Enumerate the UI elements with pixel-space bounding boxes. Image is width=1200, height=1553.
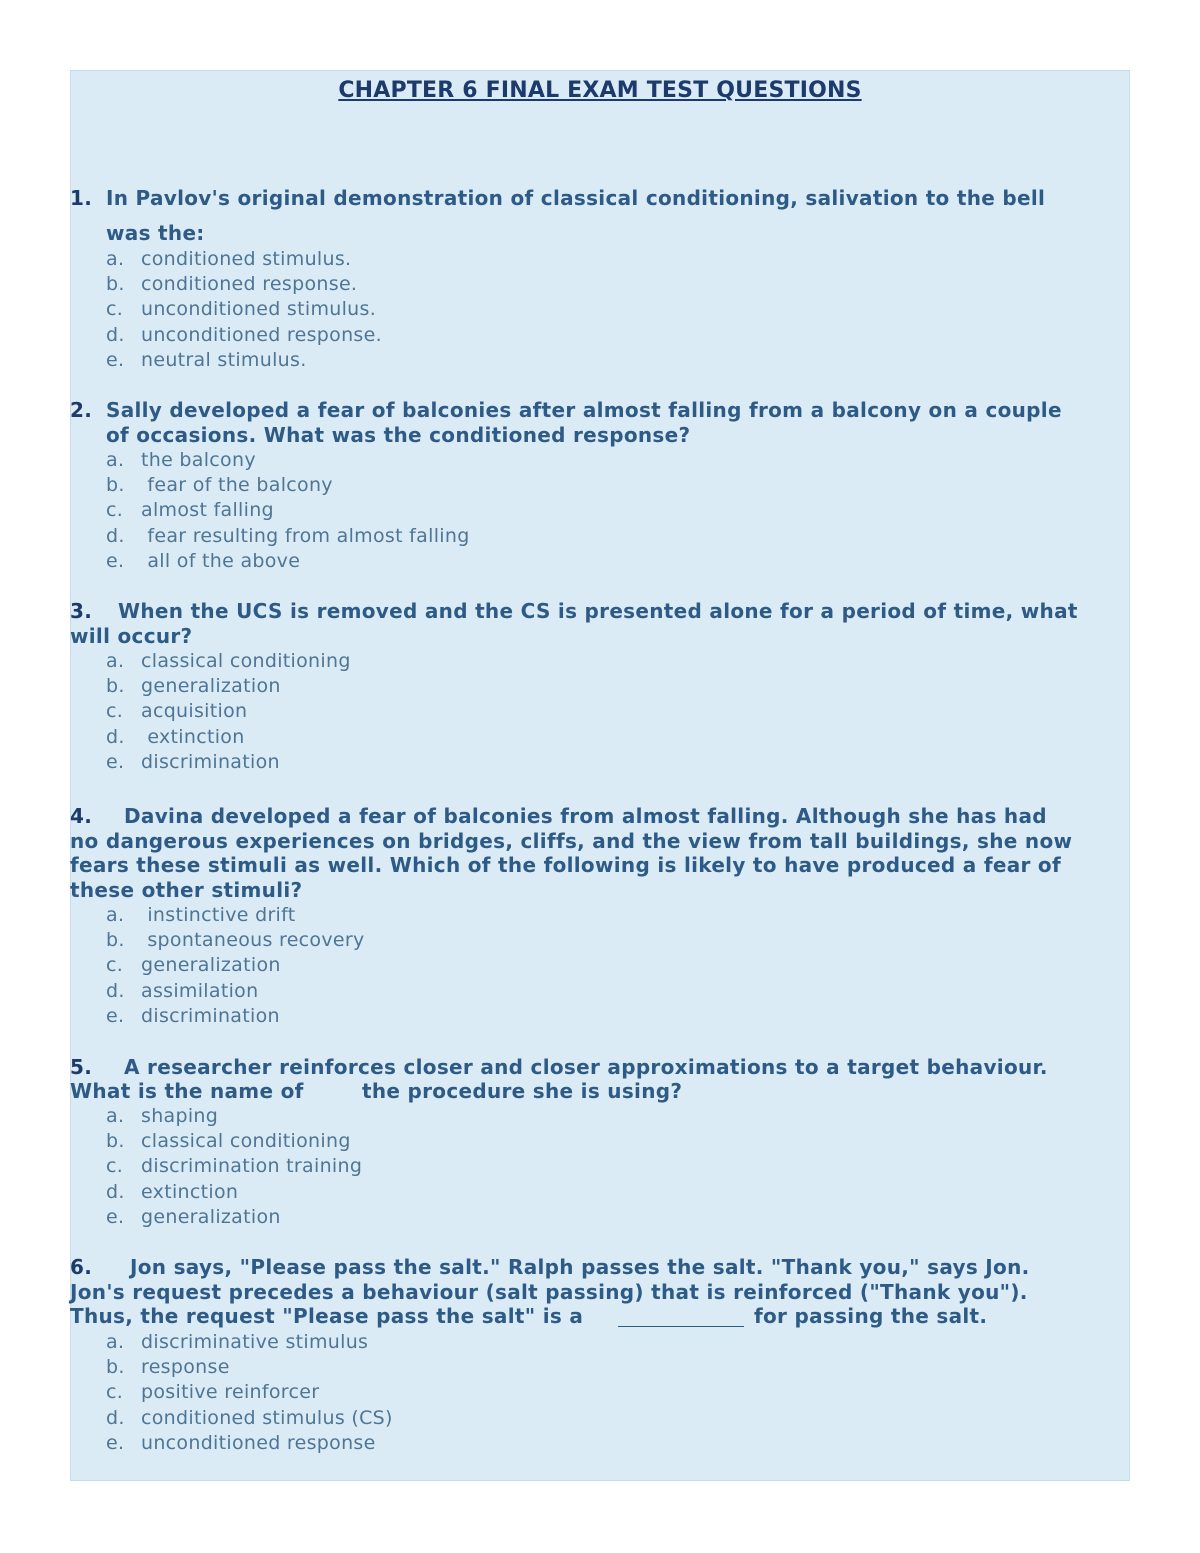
option-c[interactable]: c. positive reinforcer xyxy=(106,1381,320,1404)
option-e[interactable]: e. generalization xyxy=(106,1205,281,1228)
option-a[interactable]: a. the balcony xyxy=(106,449,256,471)
option-a[interactable]: a. shaping xyxy=(106,1105,219,1127)
option-e[interactable]: e. unconditioned response xyxy=(106,1431,376,1454)
question-text: Jon says, "Please pass the salt." Ralph passes the salt. "Thank you," says Jon. xyxy=(130,1255,1030,1279)
question-text: Thus, the request "Please pass the salt" is a xyxy=(70,1304,584,1328)
question-text: fears these stimuli as well. Which of the following is likely to have produced a fear of xyxy=(70,853,1061,877)
option-a[interactable]: a. classical conditioning xyxy=(106,650,351,672)
question-text: of occasions. What was the conditioned response? xyxy=(106,423,691,447)
answer-options-5 xyxy=(106,1104,362,1230)
option-e[interactable]: e. discrimination xyxy=(106,1004,280,1027)
question-text: Jon's request precedes a behaviour (salt passing) that is reinforced ("Thank you"). xyxy=(70,1280,1028,1304)
option-b[interactable]: b. classical conditioning xyxy=(106,1130,351,1153)
option-c[interactable]: c. discrimination training xyxy=(106,1155,363,1178)
option-b[interactable]: b. fear of the balcony xyxy=(106,474,333,497)
option-b[interactable]: b. spontaneous recovery xyxy=(106,929,365,952)
question-number: 3. xyxy=(70,599,93,623)
option-c[interactable]: c. unconditioned stimulus. xyxy=(106,298,377,321)
answer-options-6 xyxy=(106,1330,393,1456)
question-text: these other stimuli? xyxy=(70,878,303,902)
option-b[interactable]: b. generalization xyxy=(106,675,281,698)
option-a[interactable]: a. instinctive drift xyxy=(106,904,296,926)
question-text: was the: xyxy=(106,221,205,245)
option-c[interactable]: c. almost falling xyxy=(106,499,274,522)
question-text: Davina developed a fear of balconies from almost falling. Although she has had xyxy=(124,804,1047,828)
option-c[interactable]: c. generalization xyxy=(106,954,281,977)
question-text: Sally developed a fear of balconies after almost falling from a balcony on a couple xyxy=(106,398,1062,422)
option-a[interactable]: a. conditioned stimulus. xyxy=(106,248,352,270)
page-title: CHAPTER 6 FINAL EXAM TEST QUESTIONS xyxy=(338,78,862,103)
option-b[interactable]: b. conditioned response. xyxy=(106,273,358,296)
option-d[interactable]: d. extinction xyxy=(106,1180,239,1203)
option-d[interactable]: d. fear resulting from almost falling xyxy=(106,524,470,547)
question-number: 1. xyxy=(70,186,93,210)
question-number: 2. xyxy=(70,398,93,422)
option-a[interactable]: a. discriminative stimulus xyxy=(106,1331,369,1353)
answer-options-3 xyxy=(106,649,351,775)
question-text: will occur? xyxy=(70,624,193,648)
option-d[interactable]: d. extinction xyxy=(106,725,245,748)
question-text: no dangerous experiences on bridges, cliffs, and the view from tall buildings, she now xyxy=(70,829,1073,853)
question-number: 6. xyxy=(70,1255,93,1279)
option-e[interactable]: e. discrimination xyxy=(106,750,280,773)
question-text: for passing the salt. xyxy=(754,1304,988,1328)
option-e[interactable]: e. neutral stimulus. xyxy=(106,348,307,371)
option-c[interactable]: c. acquisition xyxy=(106,700,248,723)
answer-options-4 xyxy=(106,903,365,1029)
question-text: When the UCS is removed and the CS is presented alone for a period of time, what xyxy=(118,599,1078,623)
fill-in-blank[interactable] xyxy=(618,1306,744,1327)
question-number: 4. xyxy=(70,804,93,828)
option-d[interactable]: d. assimilation xyxy=(106,979,259,1002)
answer-options-2 xyxy=(106,448,470,574)
option-d[interactable]: d. unconditioned response. xyxy=(106,323,382,346)
question-text: What is the name of xyxy=(70,1079,304,1103)
question-text: the procedure she is using? xyxy=(362,1079,683,1103)
question-text: A researcher reinforces closer and closer approximations to a target behaviour. xyxy=(124,1055,1048,1079)
option-b[interactable]: b. response xyxy=(106,1356,230,1379)
question-text: In Pavlov's original demonstration of classical conditioning, salivation to the bell xyxy=(106,186,1046,210)
answer-options-1 xyxy=(106,247,382,373)
option-e[interactable]: e. all of the above xyxy=(106,549,301,572)
option-d[interactable]: d. conditioned stimulus (CS) xyxy=(106,1406,393,1429)
question-number: 5. xyxy=(70,1055,93,1079)
